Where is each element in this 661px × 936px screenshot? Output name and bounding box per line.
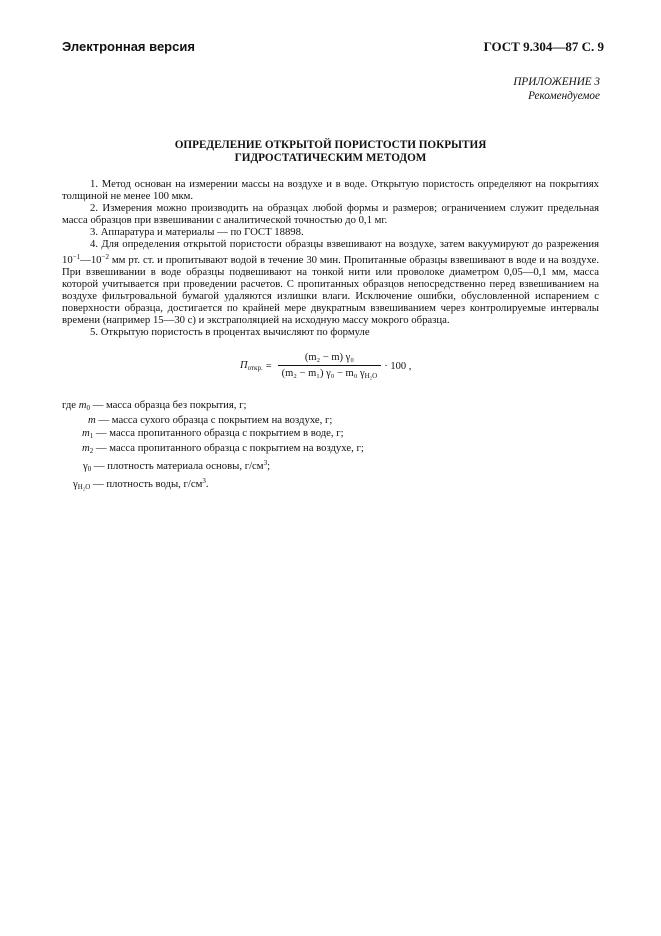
formula-denominator — [278, 365, 382, 380]
definition-end: . — [205, 478, 209, 491]
definition-row — [62, 475, 364, 493]
formula-numerator: (m₂ − m) γ₀ — [304, 352, 354, 363]
formula-multiplier: · 100 , — [384, 360, 412, 372]
header-edition-label: Электронная версия — [62, 39, 195, 54]
definition-text: — масса пропитанного образца с покрытием в воде, г; — [93, 426, 344, 439]
definition-text: — плотность материала основы, г/см — [91, 460, 264, 473]
porosity-formula — [240, 352, 411, 380]
formula-lhs — [240, 360, 263, 372]
appendix-block — [513, 75, 600, 103]
title-line-1: ОПРЕДЕЛЕНИЕ ОТКРЫТОЙ ПОРИСТОСТИ ПОКРЫТИЯ — [174, 139, 487, 151]
definition-symbol: m — [82, 426, 90, 439]
definition-row — [62, 399, 364, 414]
formula-denominator-main: (m₂ − m₁) γ₀ − m₀ γ — [281, 368, 365, 379]
definition-symbol: m — [88, 414, 96, 427]
paragraph-3: 3. Аппаратура и материалы — по ГОСТ 18898. — [90, 226, 304, 239]
definition-text: — масса сухого образца с покрытием на воздухе, г; — [95, 414, 333, 427]
definition-subscript: H₂O — [77, 483, 91, 492]
body-text — [62, 178, 599, 338]
definition-subscript: 1 — [89, 431, 94, 440]
definition-symbol: γ — [73, 478, 78, 491]
definition-superscript: 3 — [202, 477, 206, 486]
paragraph-4-part-b: —10 — [80, 253, 102, 266]
definition-subscript: 0 — [87, 465, 92, 474]
paragraph-4 — [62, 238, 599, 326]
definition-row — [62, 457, 364, 475]
definition-row — [62, 427, 364, 442]
definition-row — [62, 442, 364, 457]
definition-superscript: 3 — [263, 459, 268, 468]
definition-text: — плотность воды, г/см — [90, 478, 203, 491]
formula-equals: = — [265, 360, 272, 372]
definition-end: ; — [267, 460, 271, 473]
definition-prefix: где — [62, 399, 79, 411]
formula-lhs-subscript: откр. — [247, 364, 263, 372]
definition-row — [62, 414, 364, 426]
formula-fraction — [278, 352, 382, 380]
definition-symbol: m — [78, 399, 87, 411]
header-standard-page: ГОСТ 9.304—87 С. 9 — [483, 39, 604, 54]
definition-subscript: 0 — [86, 404, 90, 412]
formula-lhs-symbol: П — [240, 360, 248, 371]
title-line-2: ГИДРОСТАТИЧЕСКИМ МЕТОДОМ — [234, 152, 427, 164]
formula-denominator-subscript: H₂O — [364, 372, 378, 380]
appendix-status: Рекомендуемое — [528, 90, 600, 102]
definition-symbol: m — [82, 441, 90, 454]
paragraph-2: 2. Измерения можно производить на образцах любой формы и размеров; ограничением служит предельная масса образцов при взвешивании с аналитической точностью до 0,1 мг. — [62, 202, 599, 227]
variable-definitions — [62, 399, 364, 494]
exponent-1: −1 — [72, 252, 81, 261]
exponent-2: −2 — [101, 252, 109, 261]
definition-text: — масса образца без покрытия, г; — [89, 399, 247, 411]
definition-text: — масса пропитанного образца с покрытием на воздухе, г; — [93, 441, 364, 454]
definition-subscript: 2 — [89, 446, 94, 455]
paragraph-1: 1. Метод основан на измерении массы на воздухе и в воде. Открытую пористость определяют на покрытиях толщиной не менее 100 мкм. — [62, 178, 599, 203]
paragraph-4-part-c: мм рт. ст. и пропитывают водой в течение 30 мин. Пропитанные образцы взвешивают в воде и на воздухе. При взвешивании в воде образцы подвешивают на тонкой нити или проволоке диаметром 0,05—0,1 мм, масса которой учитывается при проведении расчетов. С пропитанных образцов непосредственно перед взвешиванием на воздухе фильтровальной бумагой удаляются излишки влаги. Исключение ошибки, обусловленной испарением с поверхности образца, достигается по крайней мере двукратным взвешиванием через контролируемые интервалы времени (например 15—30 с) и экстраполяцией на исходную массу мокрого образца. — [62, 253, 599, 327]
page-title — [62, 139, 599, 165]
paragraph-4-part-a: 4. Для определения открытой пористости образцы взвешивают на воздухе, затем вакуумируют до разрежения 10 — [62, 238, 599, 266]
paragraph-5: 5. Открытую пористость в процентах вычисляют по формуле — [90, 326, 370, 339]
appendix-label: ПРИЛОЖЕНИЕ 3 — [513, 76, 600, 88]
definition-symbol: γ — [83, 460, 88, 473]
